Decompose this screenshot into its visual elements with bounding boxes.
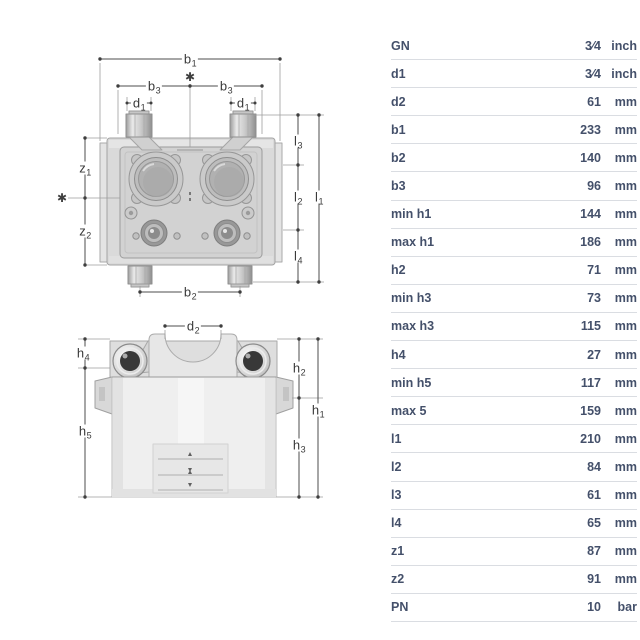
spec-unit: inch bbox=[611, 66, 637, 81]
spec-value: 233 bbox=[580, 122, 601, 137]
table-row bbox=[391, 313, 637, 341]
spec-value: 117 bbox=[580, 375, 601, 390]
spec-table bbox=[391, 32, 637, 622]
table-row bbox=[391, 594, 637, 622]
spec-label: PN bbox=[391, 600, 409, 615]
table-row bbox=[391, 116, 637, 144]
spec-unit: mm bbox=[614, 516, 637, 531]
spec-label: b1 bbox=[391, 122, 406, 137]
spec-value: 91 bbox=[587, 572, 601, 587]
table-row bbox=[391, 285, 637, 313]
spec-label: b2 bbox=[391, 150, 406, 165]
dim-label-h1: $h_1$ bbox=[311, 402, 325, 420]
spec-unit: mm bbox=[614, 319, 637, 334]
front-view-product bbox=[100, 111, 282, 287]
spec-unit: mm bbox=[614, 347, 637, 362]
pipe-left bbox=[113, 344, 147, 378]
table-row bbox=[391, 60, 637, 88]
spec-label: l1 bbox=[391, 431, 402, 446]
spec-label: l4 bbox=[391, 516, 402, 531]
table-row bbox=[391, 257, 637, 285]
spec-label: d1 bbox=[391, 66, 406, 81]
spec-value: 65 bbox=[587, 516, 601, 531]
spec-value: 27 bbox=[587, 347, 601, 362]
spec-label: l3 bbox=[391, 488, 402, 503]
spec-unit: mm bbox=[614, 459, 637, 474]
dim-label-b1: $b_1$ bbox=[183, 51, 197, 69]
spec-value: 73 bbox=[587, 291, 601, 306]
spec-unit: mm bbox=[614, 235, 637, 250]
dim-label-h5: $h_5$ bbox=[78, 423, 92, 441]
spec-label: h4 bbox=[391, 347, 406, 362]
spec-value: 71 bbox=[587, 263, 601, 278]
spec-unit: mm bbox=[614, 150, 637, 165]
spec-value: 61 bbox=[587, 94, 601, 109]
spec-value: 210 bbox=[580, 431, 601, 446]
spec-label: h2 bbox=[391, 263, 406, 278]
pipe-right bbox=[236, 344, 270, 378]
spec-label: max h3 bbox=[391, 319, 435, 334]
dim-label-l1: $l_1$ bbox=[315, 189, 324, 207]
spec-value: 96 bbox=[587, 179, 601, 194]
center-mark-top: ✱ bbox=[184, 70, 196, 84]
dim-label-b2: $b_2$ bbox=[183, 284, 197, 302]
spec-label: b3 bbox=[391, 179, 406, 194]
spec-unit: mm bbox=[614, 431, 637, 446]
spec-value: 140 bbox=[580, 150, 601, 165]
center-mark-left: ✱ bbox=[56, 191, 68, 205]
dim-label-z2: $z_2$ bbox=[79, 223, 92, 241]
spec-unit: mm bbox=[614, 122, 637, 137]
spec-unit: mm bbox=[614, 263, 637, 278]
dim-label-l4: $l_4$ bbox=[294, 248, 303, 266]
table-row bbox=[391, 341, 637, 369]
spec-unit: mm bbox=[614, 291, 637, 306]
dim-label-b3-left: $b_3$ bbox=[147, 78, 161, 96]
spec-value: 61 bbox=[587, 488, 601, 503]
dim-label-d1-left: $d_1$ bbox=[132, 95, 146, 113]
table-row bbox=[391, 201, 637, 229]
spec-value: 3⁄4 bbox=[585, 66, 601, 81]
dim-label-h3: $h_3$ bbox=[292, 437, 306, 455]
table-row bbox=[391, 32, 637, 60]
dim-label-d1-right: $d_1$ bbox=[236, 95, 250, 113]
bayonet-right bbox=[200, 152, 254, 206]
dim-label-b3-right: $b_3$ bbox=[219, 78, 233, 96]
spec-value: 87 bbox=[587, 544, 601, 559]
dim-label-h4: $h_4$ bbox=[76, 345, 90, 363]
spec-value: 144 bbox=[580, 207, 601, 222]
table-row bbox=[391, 482, 637, 510]
side-view-product bbox=[95, 334, 293, 497]
spec-unit: mm bbox=[614, 544, 637, 559]
valve-left bbox=[141, 220, 167, 246]
spec-value: 10 bbox=[587, 600, 601, 615]
valve-right bbox=[214, 220, 240, 246]
dim-label-z1: $z_1$ bbox=[79, 160, 92, 178]
spec-label: d2 bbox=[391, 94, 406, 109]
dim-label-l3: $l_3$ bbox=[294, 133, 303, 151]
bayonet-left bbox=[129, 152, 183, 206]
spec-unit: mm bbox=[614, 488, 637, 503]
spec-label: l2 bbox=[391, 459, 402, 474]
table-row bbox=[391, 397, 637, 425]
table-row bbox=[391, 88, 637, 116]
spec-value: 186 bbox=[580, 235, 601, 250]
spec-label: max h1 bbox=[391, 235, 435, 250]
table-row bbox=[391, 538, 637, 566]
spec-unit: mm bbox=[614, 179, 637, 194]
spec-unit: mm bbox=[614, 375, 637, 390]
table-row bbox=[391, 453, 637, 481]
table-row bbox=[391, 172, 637, 200]
spec-label: min h3 bbox=[391, 291, 432, 306]
spec-unit: inch bbox=[611, 38, 637, 53]
table-row bbox=[391, 566, 637, 594]
spec-unit: mm bbox=[614, 403, 637, 418]
spec-unit: mm bbox=[614, 572, 637, 587]
spec-unit: mm bbox=[614, 94, 637, 109]
dim-label-d2: $d_2$ bbox=[186, 318, 200, 336]
spec-label: max 5 bbox=[391, 403, 427, 418]
spec-value: 3⁄4 bbox=[585, 38, 601, 53]
spec-unit: mm bbox=[614, 207, 637, 222]
spec-label: z1 bbox=[391, 544, 405, 559]
spec-label: z2 bbox=[391, 572, 405, 587]
table-row bbox=[391, 229, 637, 257]
table-row bbox=[391, 144, 637, 172]
dim-label-h2: $h_2$ bbox=[292, 360, 306, 378]
table-row bbox=[391, 369, 637, 397]
spec-value: 84 bbox=[587, 459, 601, 474]
spec-unit: bar bbox=[617, 600, 637, 615]
table-row bbox=[391, 510, 637, 538]
spec-label: min h5 bbox=[391, 375, 432, 390]
spec-value: 115 bbox=[580, 319, 601, 334]
dim-label-l2: $l_2$ bbox=[294, 189, 303, 207]
spec-value: 159 bbox=[580, 403, 601, 418]
spec-label: GN bbox=[391, 38, 410, 53]
spec-label: min h1 bbox=[391, 207, 432, 222]
table-row bbox=[391, 425, 637, 453]
